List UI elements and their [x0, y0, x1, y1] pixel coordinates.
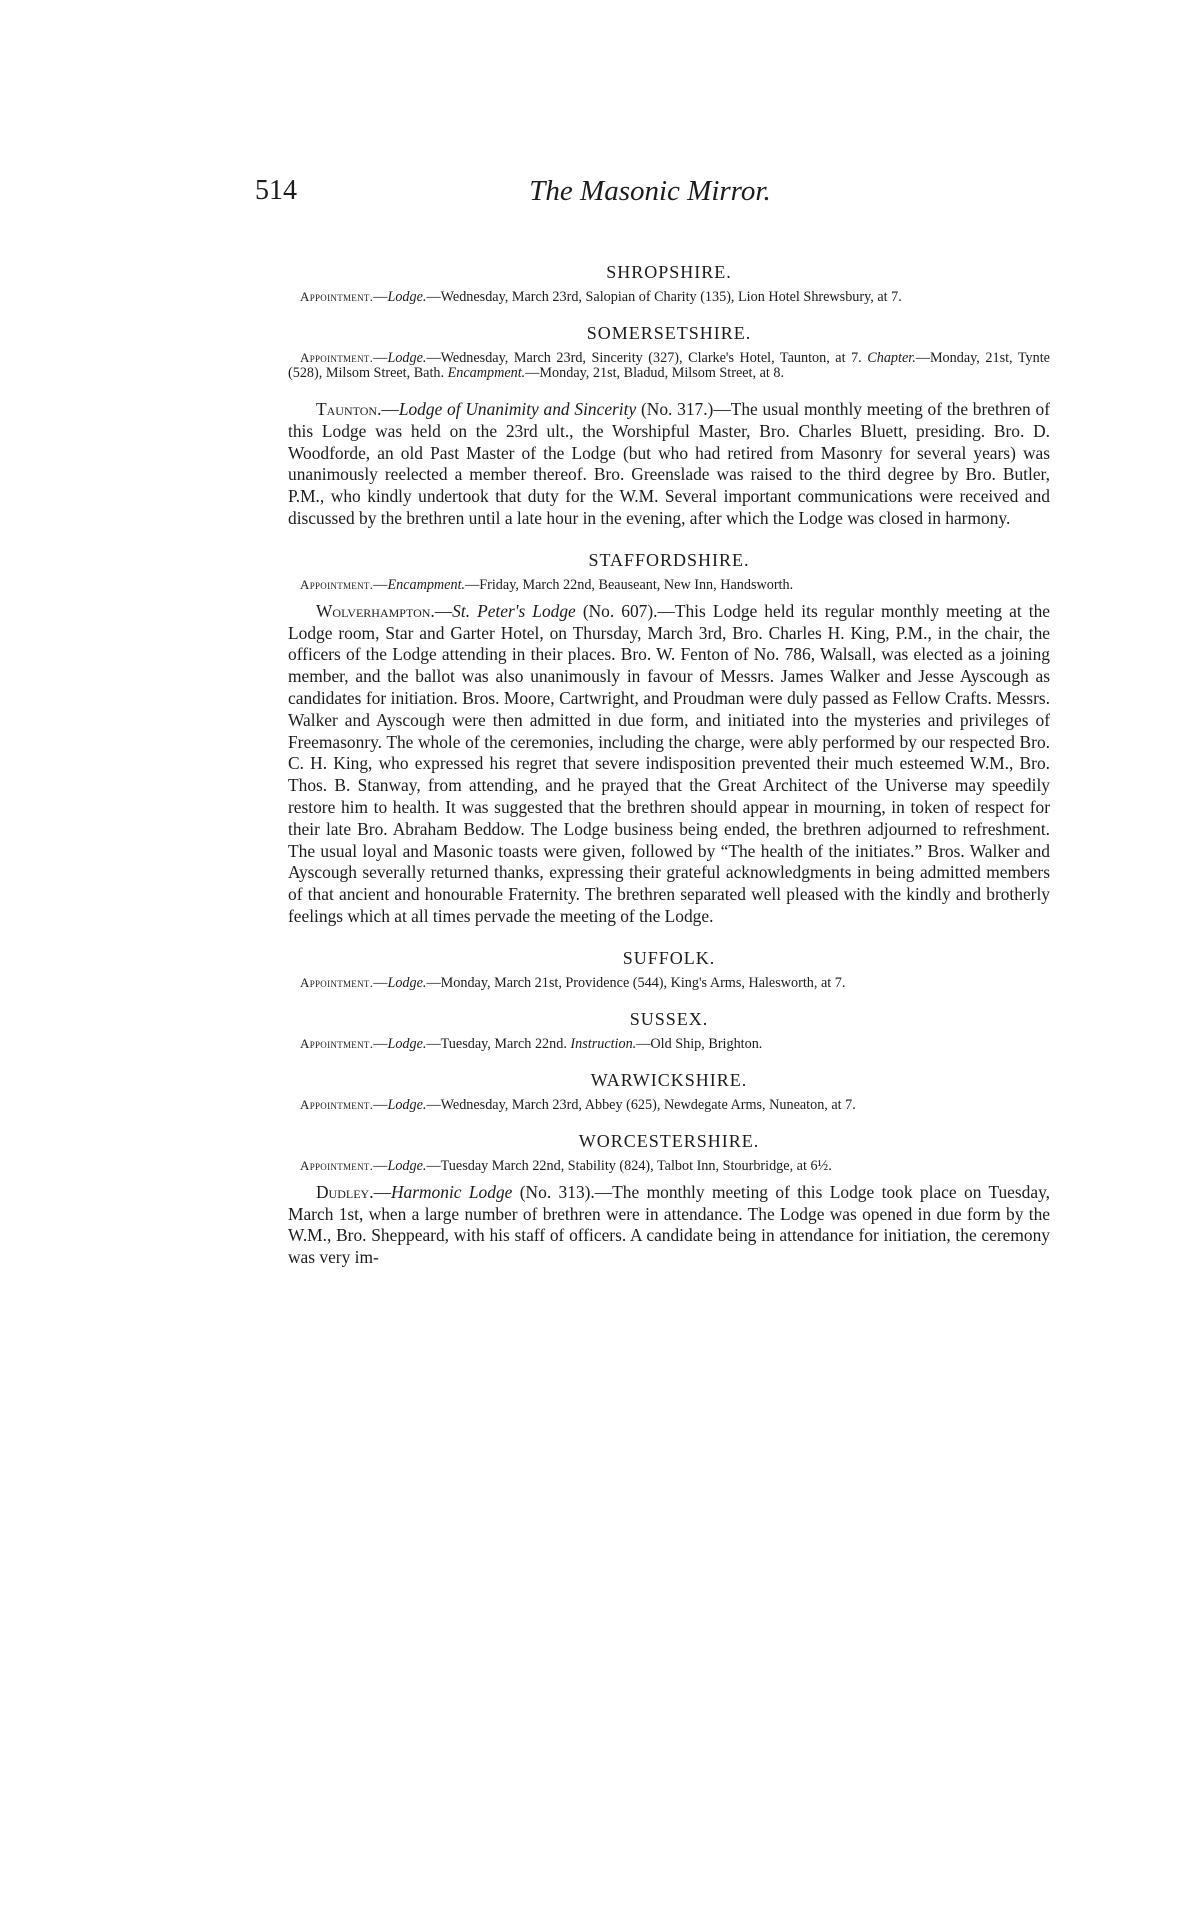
- report-wolverhampton: [288, 601, 1050, 928]
- dash: —: [373, 1181, 391, 1202]
- appointment-text: —Wednesday, March 23rd, Salopian of Charity (135), Lion Hotel Shrewsbury, at 7.: [426, 289, 902, 305]
- appointment-text: —Monday, 21st, Bladud, Milsom Street, at 8.: [525, 365, 785, 381]
- appointment-worcestershire: [288, 1158, 1050, 1174]
- section-title-shropshire: SHROPSHIRE.: [606, 262, 732, 282]
- appointment-text: —Monday, March 21st, Providence (544), King's Arms, Halesworth, at 7.: [426, 974, 846, 991]
- dash: —: [373, 289, 388, 305]
- appointment-text: —Wednesday, March 23rd, Abbey (625), Newdegate Arms, Nuneaton, at 7.: [426, 1096, 856, 1113]
- appointment-label: Appointment.: [300, 1096, 374, 1112]
- report-place: Taunton.: [316, 399, 382, 419]
- page-header: [255, 175, 1045, 215]
- appointment-kind: Lodge.: [387, 289, 427, 305]
- dash: —: [373, 350, 388, 366]
- page-body: [288, 262, 1050, 1289]
- section-title-somersetshire: SOMERSETSHIRE.: [586, 323, 752, 343]
- section-title-sussex: SUSSEX.: [629, 1008, 709, 1029]
- appointment-warwickshire: [288, 1097, 1050, 1113]
- report-place: Wolverhampton.: [316, 600, 435, 621]
- appointment-label: Appointment.: [300, 1157, 374, 1173]
- section-title-warwickshire: WARWICKSHIRE.: [590, 1069, 748, 1090]
- appointment-label: Appointment.: [300, 350, 374, 365]
- report-taunton: [288, 399, 1050, 530]
- appointment-kind-instruction: Instruction.: [570, 1035, 637, 1052]
- section-title-suffolk: SUFFOLK.: [622, 947, 716, 968]
- dash: —: [373, 1096, 388, 1113]
- report-lodge-name: St. Peter's Lodge: [452, 600, 576, 621]
- appointment-kind: Encampment.: [387, 576, 466, 593]
- report-text: (No. 317.)—The usual monthly meeting of the brethren of this Lodge was held on the 23rd ult., the Worshipful Master, Bro. Charles Bluett, presiding. Bro. D. Woodforde, an old Past Master of the Lodge (but who had retired from Masonry for several years) was unanimously reelected a member thereof. Bro. Greenslade was raised to the third degree by Bro. Butler, P.M., who kindly undertook that duty for the W.M. Several important communications were received and discussed by the brethren until a late hour in the evening, after which the Lodge was closed in harmony.: [288, 399, 1050, 528]
- report-text: (No. 607).—This Lodge held its regular monthly meeting at the Lodge room, Star and Garter Hotel, on Thursday, March 3rd, Bro. Charles H. King, P.M., in the chair, the officers of the Lodge attending in their places. Bro. W. Fenton of No. 786, Walsall, was elected as a joining member, and the ballot was also unanimously in favour of Messrs. James Walker and Jesse Ayscough as candidates for initiation. Bros. Moore, Cartwright, and Proudman were duly passed as Fellow Crafts. Messrs. Walker and Ayscough were then admitted in due form, and initiated into the mysteries and privileges of Freemasonry. The whole of the ceremonies, including the charge, were ably performed by our respected Bro. C. H. King, who expressed his regret that severe indisposition prevented their much esteemed W.M., Bro. Thos. B. Stanway, from attending, and he prayed that the Great Architect of the Universe may speedily restore him to health. It was suggested that the brethren should appear in mourning, in token of respect for their late Bro. Abraham Beddow. The Lodge business being ended, the brethren adjourned to refreshment. The usual loyal and Masonic toasts were given, followed by “The health of the initiates.” Bros. Walker and Ayscough severally returned thanks, expressing their grateful acknowledgments in being admitted members of that ancient and honourable Fraternity. The brethren separated well pleased with the kindly and brotherly feelings which at all times pervade the meeting of the Lodge.: [288, 600, 1050, 926]
- report-dudley: [288, 1182, 1050, 1269]
- dash: —: [373, 1157, 388, 1174]
- report-text: (No. 313).—The monthly meeting of this Lodge took place on Tuesday, March 1st, when a large number of brethren were in attendance. The Lodge was opened in due form by the W.M., Bro. Sheppeard, with his staff of officers. A candidate being in attendance for initiation, the ceremony was very im-: [288, 1181, 1050, 1268]
- appointment-suffolk: [288, 975, 1050, 991]
- appointment-somersetshire: [288, 350, 1050, 381]
- dash: —: [373, 974, 388, 991]
- appointment-sussex: [288, 1036, 1050, 1052]
- appointment-kind-chapter: Chapter.: [867, 350, 916, 366]
- appointment-text: —Monday, 21st, Tynte (528), Milsom Street, Bath.: [288, 350, 1050, 381]
- appointment-kind: Lodge.: [387, 1035, 427, 1052]
- appointment-kind: Lodge.: [387, 1096, 427, 1113]
- page-number: 514: [255, 175, 297, 206]
- section-title-worcestershire: WORCESTERSHIRE.: [578, 1130, 760, 1151]
- appointment-text: —Old Ship, Brighton.: [636, 1035, 763, 1052]
- report-lodge-name: Harmonic Lodge: [390, 1181, 513, 1202]
- running-title: The Masonic Mirror.: [529, 175, 771, 207]
- appointment-text: —Tuesday March 22nd, Stability (824), Talbot Inn, Stourbridge, at 6½.: [426, 1157, 832, 1174]
- section-title-staffordshire: STAFFORDSHIRE.: [588, 549, 750, 570]
- report-lodge-name: Lodge of Unanimity and Sincerity: [398, 399, 637, 419]
- dash: —: [373, 1035, 388, 1052]
- appointment-staffordshire: [288, 577, 1050, 593]
- dash: —: [373, 576, 388, 593]
- appointment-shropshire: [288, 289, 1050, 305]
- appointment-text: —Tuesday, March 22nd.: [426, 1035, 571, 1052]
- appointment-text: —Wednesday, March 23rd, Sincerity (327), Clarke's Hotel, Taunton, at 7.: [426, 350, 868, 366]
- appointment-kind-encampment: Encampment.: [447, 365, 526, 381]
- appointment-kind: Lodge.: [387, 974, 427, 991]
- report-place: Dudley.: [316, 1181, 374, 1202]
- appointment-label: Appointment.: [300, 576, 374, 592]
- appointment-kind: Lodge.: [387, 1157, 427, 1174]
- appointment-label: Appointment.: [300, 974, 374, 990]
- dash: —: [434, 600, 453, 621]
- appointment-text: —Friday, March 22nd, Beauseant, New Inn, Handsworth.: [465, 576, 794, 593]
- appointment-label: Appointment.: [300, 289, 374, 304]
- dash: —: [381, 399, 399, 419]
- appointment-label: Appointment.: [300, 1035, 374, 1051]
- appointment-kind: Lodge.: [387, 350, 427, 366]
